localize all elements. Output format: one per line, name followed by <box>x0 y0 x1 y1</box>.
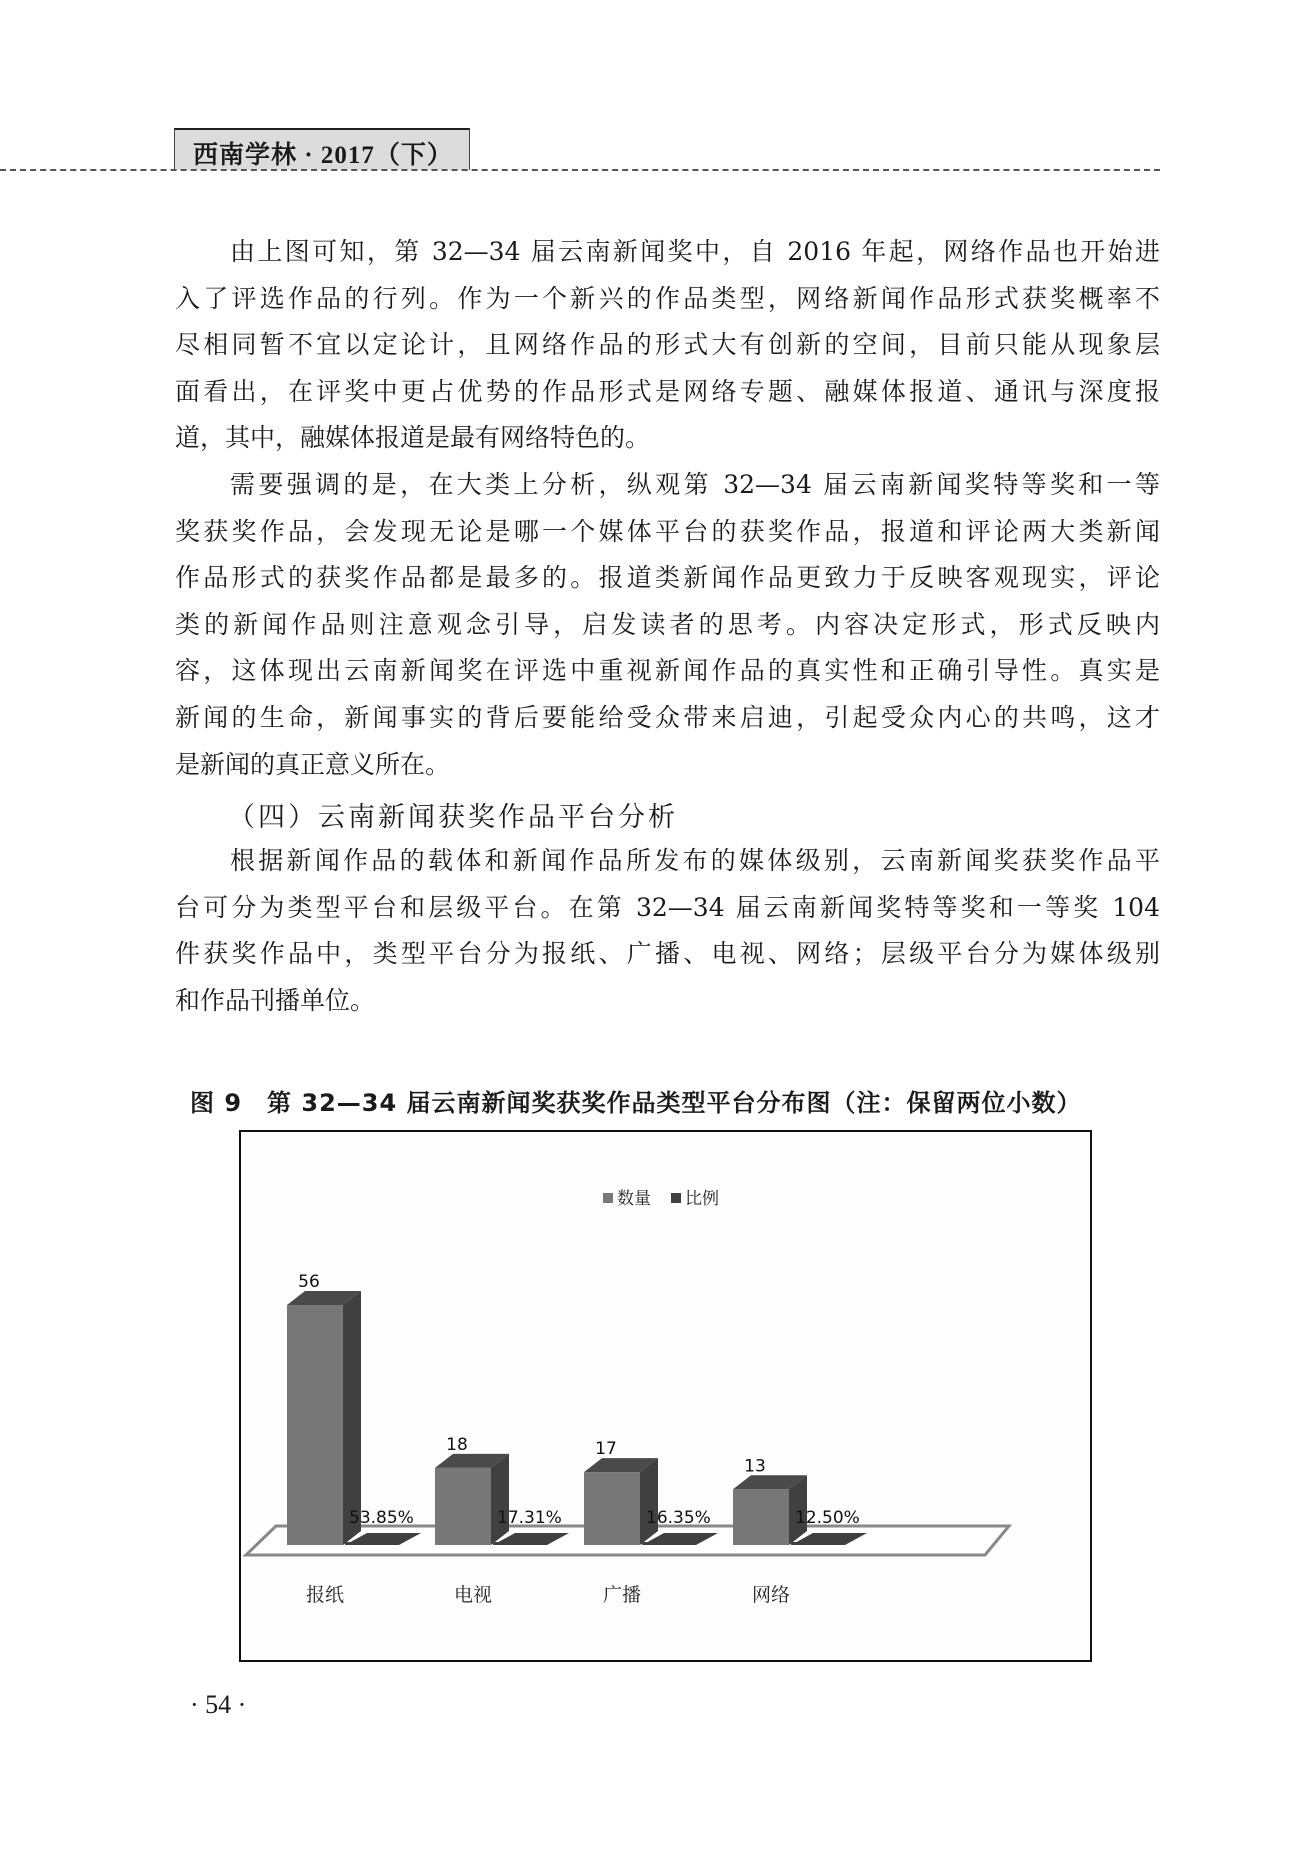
text-line: 新闻的生命，新闻事实的背后要能给受众带来启迪，引起受众内心的共鸣，这才 <box>175 702 1160 732</box>
data-label-ratio: 12.50% <box>795 1508 860 1528</box>
journal-header-box <box>174 128 470 170</box>
bar-count-1 <box>435 1468 491 1545</box>
figure-caption: 图 9 第 32—34 届云南新闻奖获奖作品类型平台分布图（注：保留两位小数） <box>190 1089 1082 1117</box>
legend-swatch-ratio <box>671 1193 681 1203</box>
bar-ratio-front-0 <box>345 1542 399 1545</box>
journal-header-title: 西南学林 · 2017（下） <box>193 142 453 169</box>
bar-ratio-front-1 <box>493 1542 547 1545</box>
text-line: 需要强调的是，在大类上分析，纵观第 32—34 届云南新闻奖特等奖和一等 <box>230 470 1160 499</box>
data-label-ratio: 17.31% <box>497 1508 562 1528</box>
text-line: 和作品刊播单位。 <box>175 985 376 1015</box>
text-line: 容，这体现出云南新闻奖在评选中重视新闻作品的真实性和正确引导性。真实是 <box>175 656 1160 686</box>
data-label-count: 56 <box>298 1272 320 1292</box>
bar-chart <box>241 1132 1090 1660</box>
chart-bars <box>287 1291 867 1545</box>
bar-count-0 <box>287 1305 343 1545</box>
data-label-ratio: 53.85% <box>349 1508 414 1528</box>
bar-count-side-2 <box>640 1458 658 1545</box>
text-line: 根据新闻作品的载体和新闻作品所发布的媒体级别，云南新闻奖获奖作品平 <box>230 846 1160 875</box>
paragraph-1 <box>175 229 1160 462</box>
text-line: 入了评选作品的行列。作为一个新兴的作品类型，网络新闻作品形式获奖概率不 <box>175 283 1160 313</box>
chart-legend <box>603 1189 719 1209</box>
chart-frame <box>239 1130 1092 1662</box>
data-label-count: 17 <box>595 1439 617 1460</box>
text-line: 面看出，在评奖中更占优势的作品形式是网络专题、融媒体报道、通讯与深度报 <box>175 376 1160 406</box>
bar-count-side-0 <box>343 1291 361 1545</box>
text-line: 类的新闻作品则注意观念引导，启发读者的思考。内容决定形式，形式反映内 <box>175 609 1160 639</box>
category-label: 报纸 <box>305 1584 345 1606</box>
text-line: 是新闻的真正意义所在。 <box>175 749 451 779</box>
data-label-count: 13 <box>744 1456 766 1477</box>
legend-label-ratio: 比例 <box>685 1189 719 1209</box>
data-label-count: 18 <box>446 1434 468 1455</box>
paragraph-2 <box>175 462 1160 788</box>
legend-swatch-count <box>603 1193 613 1203</box>
category-label: 电视 <box>453 1584 493 1606</box>
bar-ratio-front-2 <box>642 1542 696 1545</box>
page-number: · 54 · <box>190 1690 247 1719</box>
bar-count-3 <box>733 1489 789 1545</box>
legend-label-count: 数量 <box>617 1189 651 1209</box>
category-label: 广播 <box>602 1584 642 1606</box>
paragraph-3 <box>175 838 1160 1024</box>
text-line: 作品形式的获奖作品都是最多的。报道类新闻作品更致力于反映客观现实，评论 <box>175 563 1160 593</box>
bar-count-side-1 <box>491 1454 509 1545</box>
bar-count-2 <box>584 1472 640 1545</box>
category-label: 网络 <box>751 1584 791 1606</box>
bar-ratio-front-3 <box>791 1542 845 1545</box>
text-line: 奖获奖作品，会发现无论是哪一个媒体平台的获奖作品，报道和评论两大类新闻 <box>175 516 1160 546</box>
text-line: 道，其中，融媒体报道是最有网络特色的。 <box>175 423 651 453</box>
header-dashed-rule <box>0 169 1160 171</box>
text-line: 台可分为类型平台和层级平台。在第 32—34 届云南新闻奖特等奖和一等奖 104 <box>175 892 1160 922</box>
text-line: 由上图可知，第 32—34 届云南新闻奖中，自 2016 年起，网络作品也开始进 <box>230 237 1160 266</box>
text-line: 尽相同暂不宜以定论计，且网络作品的形式大有创新的空间，目前只能从现象层 <box>175 330 1160 360</box>
text-line: 件获奖作品中，类型平台分为报纸、广播、电视、网络；层级平台分为媒体级别 <box>175 939 1160 969</box>
section-heading: （四）云南新闻获奖作品平台分析 <box>228 802 678 833</box>
data-label-ratio: 16.35% <box>646 1508 711 1528</box>
